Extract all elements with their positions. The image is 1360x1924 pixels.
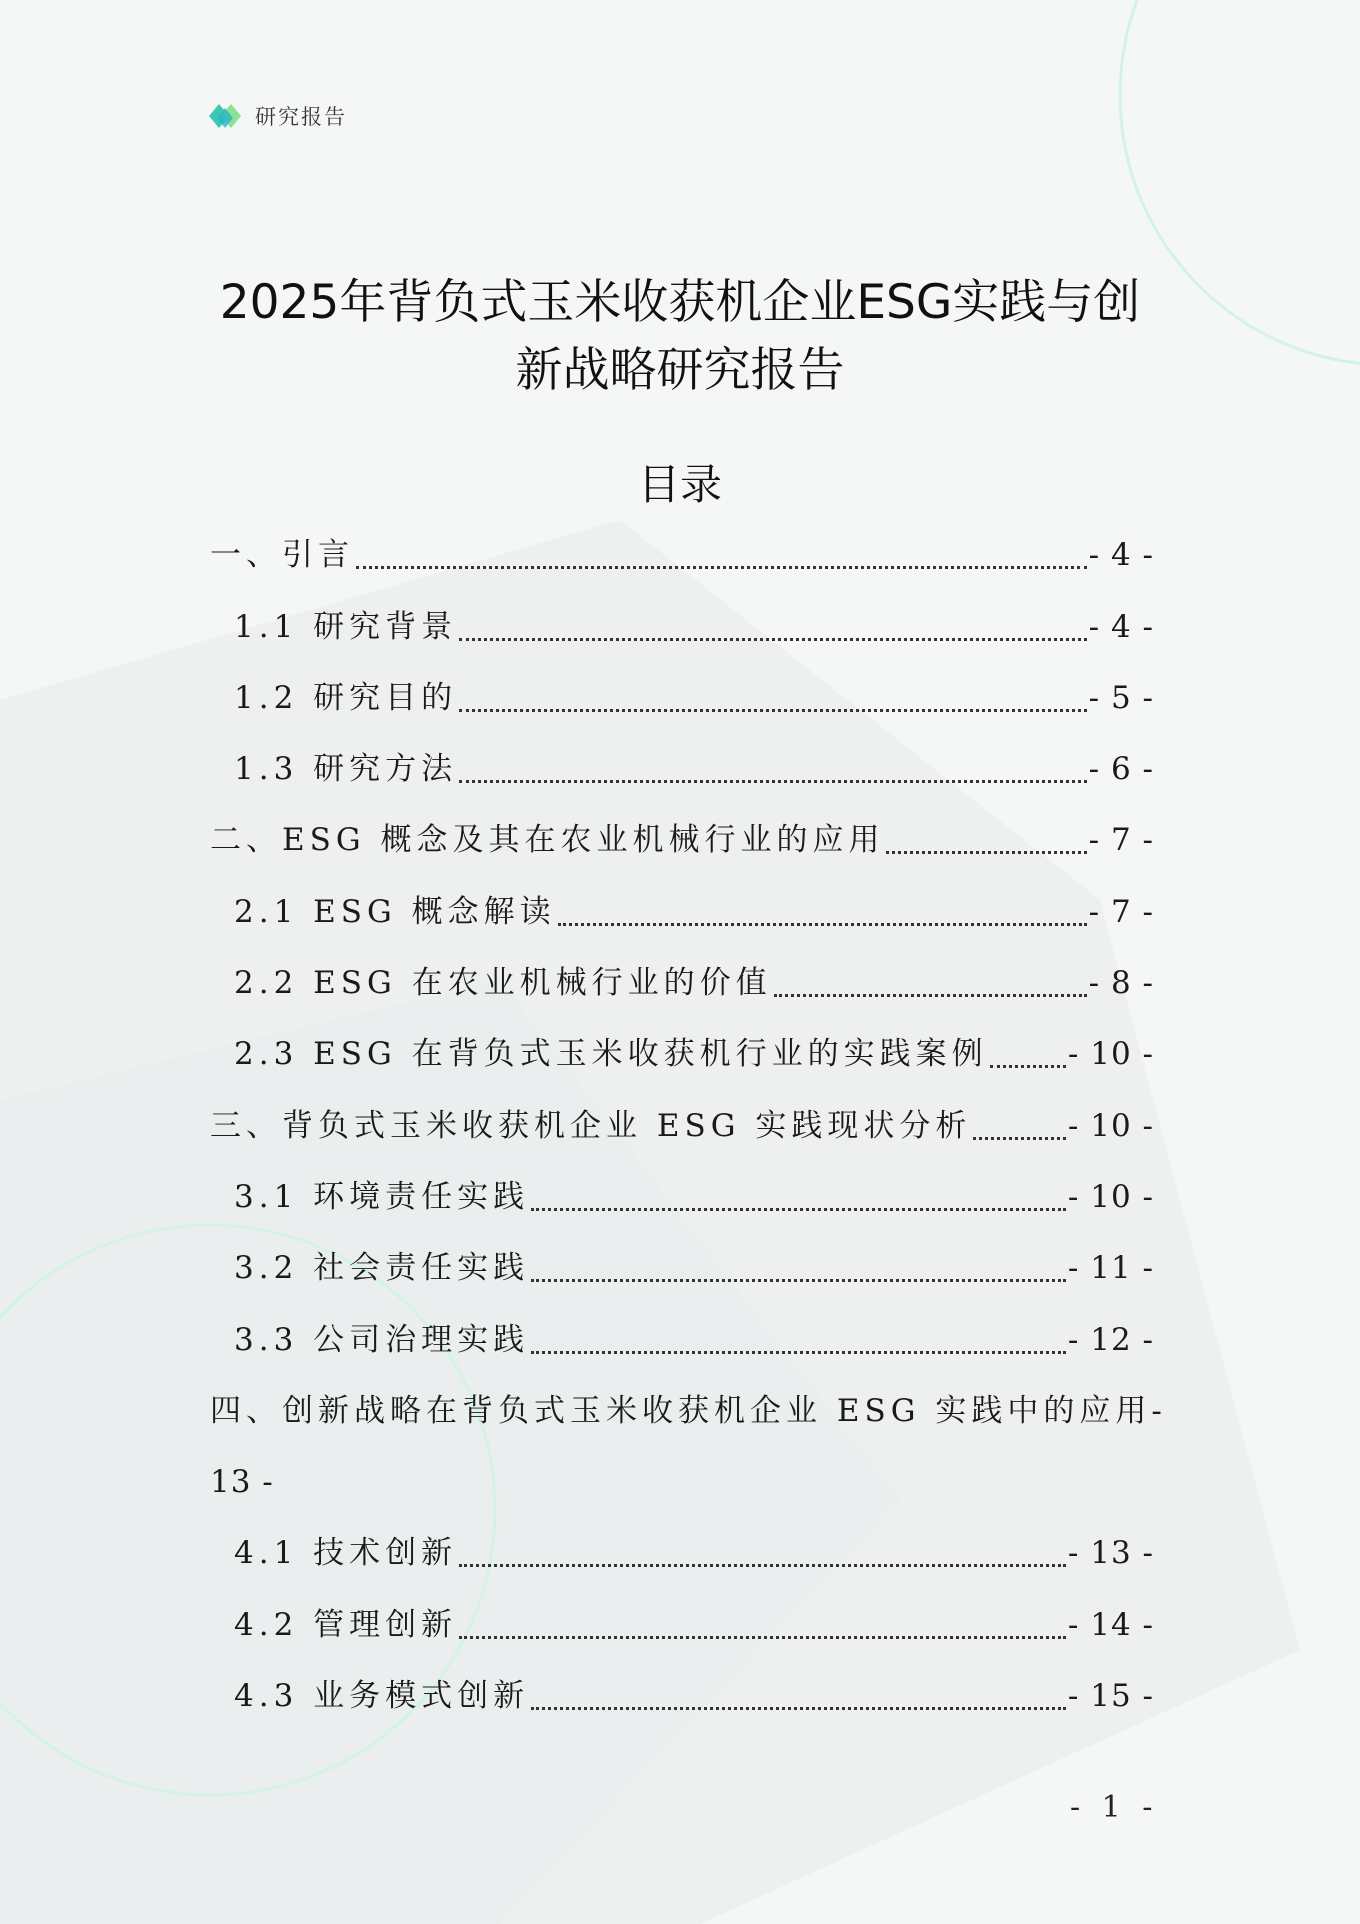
toc-entry[interactable] <box>210 734 1154 805</box>
brand-text: 研究报告 <box>255 105 347 129</box>
brand-logo-icon <box>205 98 245 134</box>
toc-entry-label: 二、ESG 概念及其在农业机械行业的应用 <box>210 822 885 859</box>
toc-entry-label: 1.2 研究目的 <box>234 679 458 716</box>
toc-leader-dots <box>459 1634 1066 1639</box>
toc-entry-label: 3.3 公司治理实践 <box>234 1321 530 1358</box>
toc-entry-page: - 8 - <box>1088 965 1154 1002</box>
toc-entry-label: 1.1 研究背景 <box>234 608 458 645</box>
toc-leader-dots <box>459 636 1086 641</box>
toc-entry-label: 4.2 管理创新 <box>234 1606 458 1643</box>
report-brand <box>205 98 347 134</box>
toc-entry-page: - 7 - <box>1088 822 1154 859</box>
toc-leader-dots <box>558 921 1087 926</box>
toc-entry[interactable] <box>210 1589 1154 1660</box>
toc-leader-dots <box>886 849 1086 854</box>
toc-leader-dots <box>774 992 1087 997</box>
toc-entry-page: - 10 - <box>1067 1178 1154 1215</box>
toc-entry-label: 3.2 社会责任实践 <box>234 1250 530 1287</box>
toc-entry-label: 2.2 ESG 在农业机械行业的价值 <box>234 965 772 1002</box>
toc-entry[interactable] <box>210 1661 1154 1732</box>
toc-leader-dots <box>459 778 1086 783</box>
toc-entry[interactable] <box>210 1019 1154 1090</box>
toc-entry-page: - 12 - <box>1067 1321 1154 1358</box>
toc-leader-dots <box>531 1206 1066 1211</box>
toc-entry-page: - 14 - <box>1067 1606 1154 1643</box>
toc-entry-page: - 13 - <box>1067 1535 1154 1572</box>
title-line-1: 2025年背负式玉米收获机企业ESG实践与创 <box>219 275 1141 331</box>
toc-entry-label: 三、背负式玉米收获机企业 ESG 实践现状分析 <box>210 1107 972 1144</box>
toc-entry[interactable] <box>210 520 1154 591</box>
toc-entry-page: - 15 - <box>1067 1678 1154 1715</box>
toc-entry-label: 一、引言 <box>210 537 354 574</box>
toc-entry[interactable] <box>210 805 1154 876</box>
toc-entry[interactable] <box>210 1162 1154 1233</box>
toc-entry[interactable] <box>210 591 1154 662</box>
toc-leader-dots <box>356 564 1087 569</box>
toc-entry[interactable] <box>210 1233 1154 1304</box>
toc-entry-page: - 10 - <box>1067 1107 1154 1144</box>
table-of-contents <box>210 520 1167 1732</box>
toc-leader-dots <box>531 1277 1066 1282</box>
page-number: - 1 - <box>1070 1790 1159 1825</box>
toc-entry[interactable] <box>210 876 1154 947</box>
toc-heading: 目录 <box>637 460 722 509</box>
toc-entry-page: - 6 - <box>1088 751 1154 788</box>
toc-entry-page: - 4 - <box>1088 608 1154 645</box>
toc-entry-label: 4.3 业务模式创新 <box>234 1678 530 1715</box>
toc-entry-page: - 5 - <box>1088 679 1154 716</box>
toc-entry-label: 3.1 环境责任实践 <box>234 1178 530 1215</box>
toc-entry[interactable] <box>210 1090 1154 1161</box>
toc-leader-dots <box>531 1349 1066 1354</box>
title-line-2: 新战略研究报告 <box>515 343 845 399</box>
toc-entry-page: - 11 - <box>1067 1250 1154 1287</box>
toc-entry-page: 13 - <box>210 1463 274 1500</box>
toc-entry-label: 2.3 ESG 在背负式玉米收获机行业的实践案例 <box>234 1036 988 1073</box>
toc-entry-label: 2.1 ESG 概念解读 <box>234 893 556 930</box>
toc-entry[interactable] <box>210 948 1154 1019</box>
toc-leader-dots <box>459 1562 1066 1567</box>
toc-entry-page: - 10 - <box>1067 1036 1154 1073</box>
toc-entry[interactable] <box>210 1518 1154 1589</box>
toc-entry-label: 4.1 技术创新 <box>234 1535 458 1572</box>
toc-leader-dots <box>973 1135 1066 1140</box>
toc-entry-page: - 4 - <box>1088 537 1154 574</box>
toc-entry-page: - 7 - <box>1088 893 1154 930</box>
toc-leader-dots <box>459 707 1086 712</box>
toc-entry-label: 四、创新战略在背负式玉米收获机企业 ESG 实践中的应用- <box>210 1392 1167 1429</box>
toc-entry[interactable] <box>210 663 1154 734</box>
toc-entry[interactable] <box>210 1304 1154 1375</box>
toc-entry-label: 1.3 研究方法 <box>234 751 458 788</box>
toc-leader-dots <box>990 1063 1066 1068</box>
toc-leader-dots <box>531 1705 1066 1710</box>
report-title <box>200 269 1160 405</box>
toc-entry[interactable] <box>210 1376 1167 1519</box>
